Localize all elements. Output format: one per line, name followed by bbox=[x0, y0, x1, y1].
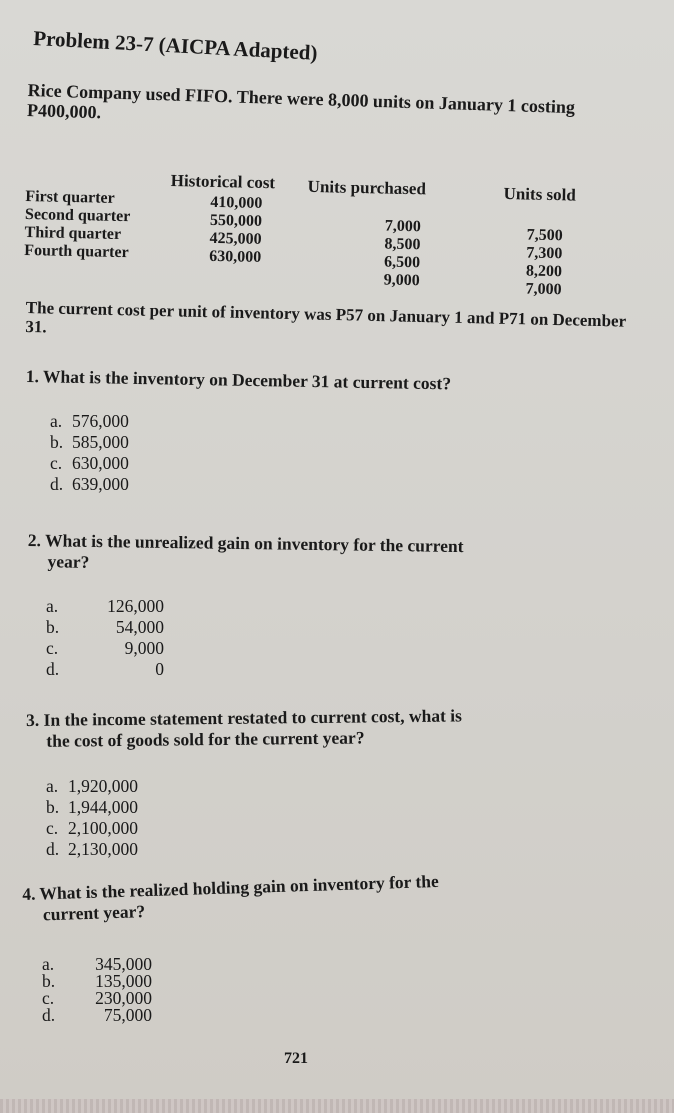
cell: 7,000 bbox=[384, 217, 422, 236]
option-value: 126,000 bbox=[107, 596, 164, 616]
header-units-sold: Units sold bbox=[503, 184, 577, 205]
header-historical-cost: Historical cost bbox=[170, 171, 276, 193]
option-value: 2,100,000 bbox=[68, 818, 138, 838]
question-text: 4. What is the realized holding gain on inventory for the bbox=[22, 870, 440, 904]
question-text: 3. In the income statement restated to current cost, what is bbox=[26, 705, 462, 730]
units-purchased-column bbox=[384, 218, 421, 291]
option-value: 75,000 bbox=[103, 1005, 152, 1025]
option-a[interactable] bbox=[50, 411, 129, 432]
page-number: 721 bbox=[284, 1050, 308, 1067]
cell: 630,000 bbox=[209, 247, 262, 266]
cell: 7,300 bbox=[526, 244, 563, 263]
cell: 7,000 bbox=[525, 280, 562, 299]
option-c[interactable] bbox=[50, 453, 129, 474]
cell: 8,200 bbox=[525, 262, 563, 281]
cell: 550,000 bbox=[209, 211, 263, 230]
option-letter: a. bbox=[46, 776, 59, 796]
option-a[interactable] bbox=[46, 776, 138, 797]
option-value: 585,000 bbox=[72, 432, 129, 452]
option-value: 135,000 bbox=[95, 971, 152, 991]
option-d[interactable] bbox=[46, 839, 138, 860]
quarter-column bbox=[24, 188, 131, 262]
option-letter: c. bbox=[42, 988, 55, 1008]
option-letter: b. bbox=[42, 971, 56, 991]
option-c[interactable] bbox=[46, 818, 138, 839]
option-b[interactable] bbox=[46, 617, 164, 638]
inventory-table bbox=[24, 168, 616, 299]
question-3 bbox=[26, 705, 462, 752]
option-letter: d. bbox=[46, 839, 60, 859]
quarter-label: Second quarter bbox=[24, 205, 131, 226]
option-c[interactable] bbox=[46, 638, 164, 659]
question-2 bbox=[27, 530, 463, 578]
option-d[interactable] bbox=[42, 1007, 152, 1024]
quarter-label: Third quarter bbox=[24, 223, 122, 244]
option-value: 230,000 bbox=[95, 988, 152, 1008]
quarter-label: Fourth quarter bbox=[24, 241, 129, 262]
question-1-options bbox=[50, 411, 129, 495]
option-letter: d. bbox=[46, 659, 60, 679]
option-letter: c. bbox=[46, 638, 59, 658]
option-value: 54,000 bbox=[115, 617, 164, 637]
option-letter: b. bbox=[46, 617, 60, 637]
cell: 9,000 bbox=[383, 271, 420, 290]
option-b[interactable] bbox=[46, 797, 138, 818]
option-value: 345,000 bbox=[95, 954, 152, 974]
option-letter: a. bbox=[42, 954, 55, 974]
question-text: 2. What is the unrealized gain on inventory for the current bbox=[27, 530, 464, 557]
option-value: 9,000 bbox=[124, 638, 164, 658]
option-value: 1,920,000 bbox=[68, 776, 138, 796]
option-letter: d. bbox=[50, 474, 64, 494]
units-sold-column bbox=[525, 227, 562, 300]
option-a[interactable] bbox=[46, 596, 164, 617]
question-2-options bbox=[46, 596, 164, 680]
option-value: 2,130,000 bbox=[68, 839, 138, 859]
option-letter: c. bbox=[50, 453, 63, 473]
cell: 8,500 bbox=[384, 235, 421, 254]
option-d[interactable] bbox=[46, 659, 164, 680]
option-value: 1,944,000 bbox=[68, 797, 138, 817]
question-3-options bbox=[46, 776, 138, 860]
option-d[interactable] bbox=[50, 474, 129, 495]
question-1 bbox=[26, 366, 452, 394]
option-letter: a. bbox=[50, 411, 63, 431]
cell: 425,000 bbox=[209, 229, 262, 248]
quarter-label: First quarter bbox=[25, 187, 115, 207]
option-value: 576,000 bbox=[72, 411, 129, 431]
option-value: 630,000 bbox=[72, 453, 129, 473]
option-letter: b. bbox=[46, 797, 60, 817]
option-letter: c. bbox=[46, 818, 59, 838]
problem-title: Problem 23-7 (AICPA Adapted) bbox=[32, 26, 319, 65]
option-letter: a. bbox=[46, 596, 59, 616]
question-text: current year? bbox=[42, 901, 146, 925]
option-value: 0 bbox=[155, 659, 164, 679]
question-4-options bbox=[42, 956, 152, 1024]
page-edge bbox=[0, 1099, 674, 1113]
option-letter: b. bbox=[50, 432, 64, 452]
option-b[interactable] bbox=[50, 432, 129, 453]
cell: 7,500 bbox=[526, 226, 563, 245]
current-cost-paragraph: The current cost per unit of inventory was P57 on January 1 and P71 on December 31. bbox=[25, 298, 627, 337]
cell: 410,000 bbox=[210, 193, 263, 212]
historical-cost-column bbox=[209, 194, 262, 267]
option-letter: d. bbox=[42, 1005, 56, 1025]
cell: 6,500 bbox=[383, 253, 421, 272]
question-text: 1. What is the inventory on December 31 at current cost? bbox=[25, 366, 452, 394]
option-value: 639,000 bbox=[72, 474, 129, 494]
header-units-purchased: Units purchased bbox=[307, 176, 427, 199]
question-text: year? bbox=[47, 551, 90, 572]
problem-intro: Rice Company used FIFO. There were 8,000 units on January 1 costing P400,000. bbox=[26, 80, 576, 123]
question-4 bbox=[22, 871, 440, 926]
question-text: the cost of goods sold for the current year? bbox=[46, 727, 365, 751]
